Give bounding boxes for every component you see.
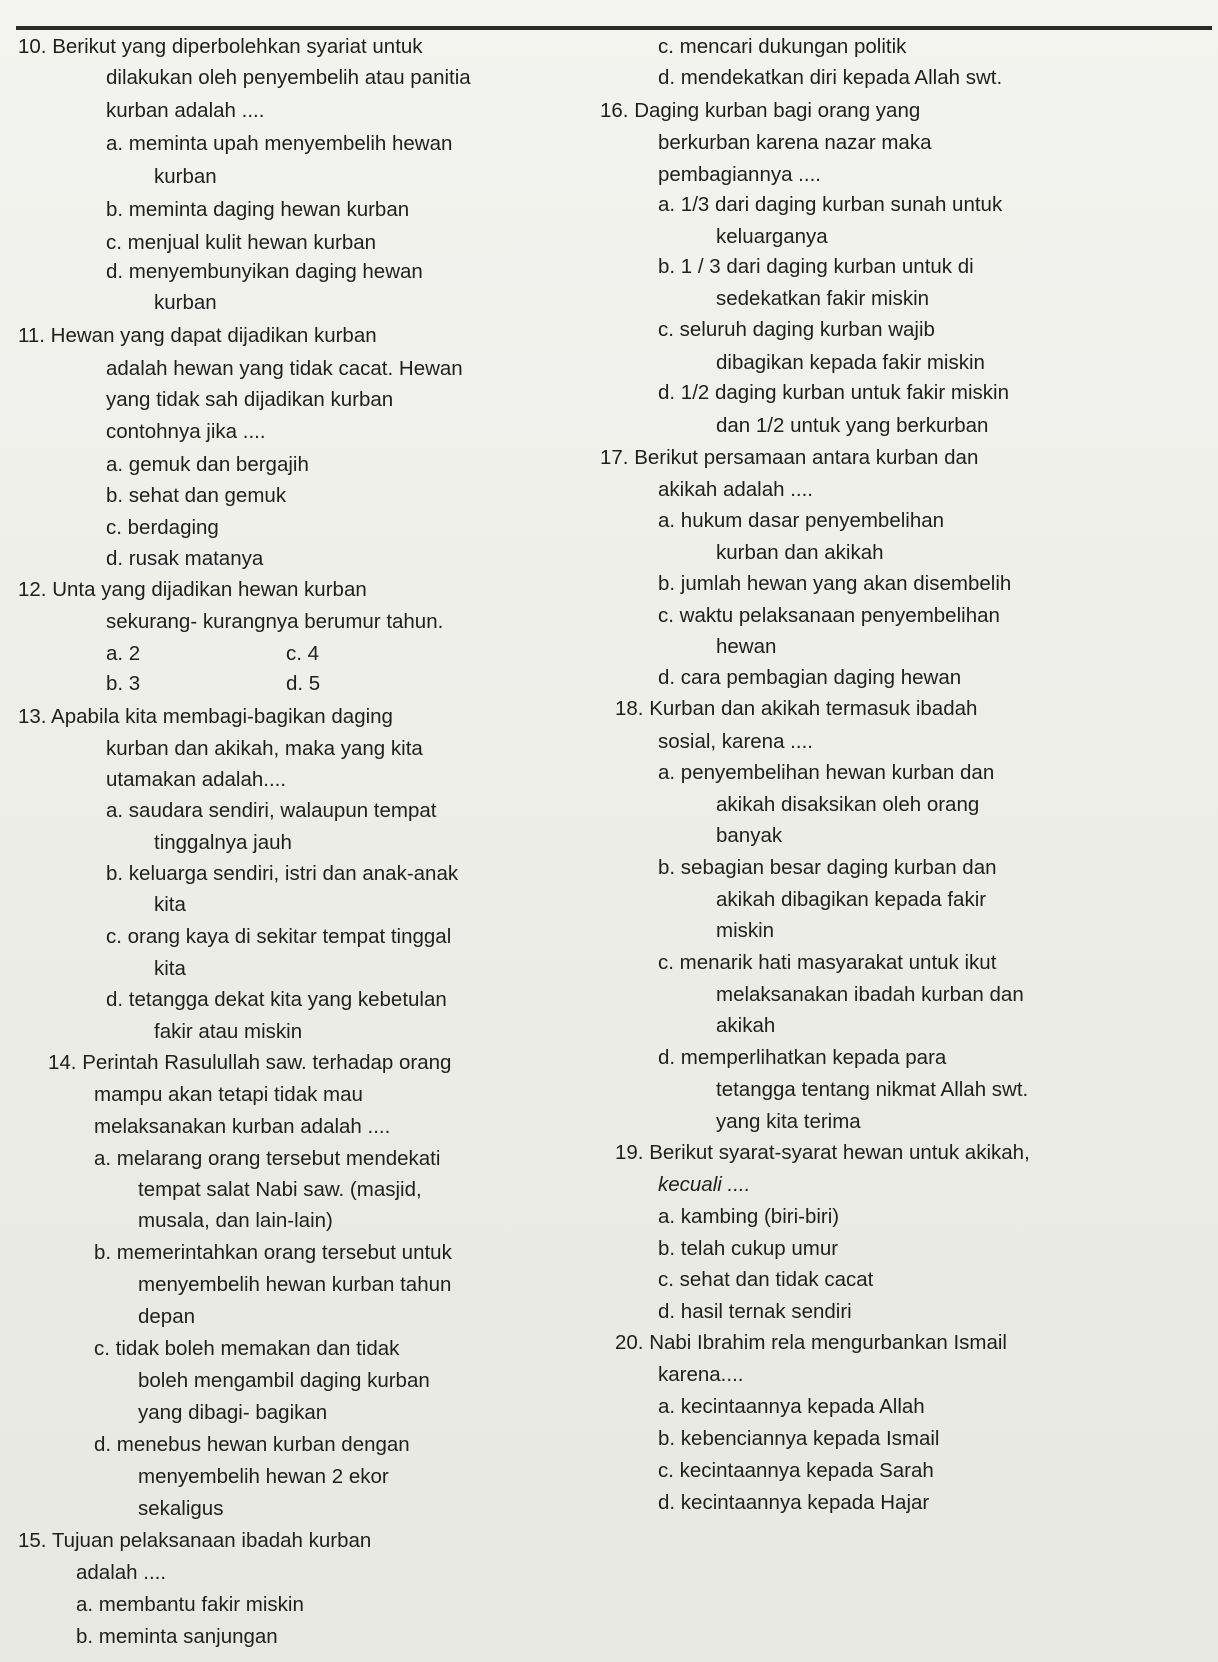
q16-option-b-line-2: sedekatkan fakir miskin (716, 287, 930, 310)
q14-option-c-line-2: boleh mengambil daging kurban (138, 1369, 430, 1392)
q11-option-a[interactable]: a. gemuk dan bergajih (106, 453, 309, 476)
q13-option-a-line-1[interactable]: a. saudara sendiri, walaupun tempat (106, 799, 437, 822)
question-19-line-1: 19. Berikut syarat-syarat hewan untuk akikah, (615, 1141, 1030, 1164)
q14-option-d-line-1[interactable]: d. menebus hewan kurban dengan (94, 1433, 410, 1456)
q12-option-a[interactable]: a. 2 (106, 642, 141, 665)
q13-option-c-line-2: kita (154, 957, 186, 980)
q18-option-c-line-3: akikah (716, 1014, 776, 1037)
question-13-line-1: 13. Apabila kita membagi-bagikan daging (18, 705, 393, 728)
q15-option-b[interactable]: b. meminta sanjungan (76, 1625, 278, 1648)
q18-option-d-line-3: yang kita terima (716, 1110, 861, 1133)
q14-option-a-line-1[interactable]: a. melarang orang tersebut mendekati (94, 1147, 441, 1170)
q18-option-d-line-2: tetangga tentang nikmat Allah swt. (716, 1078, 1029, 1101)
q14-option-a-line-2: tempat salat Nabi saw. (masjid, (138, 1178, 422, 1201)
question-14-line-2: mampu akan tetapi tidak mau (94, 1083, 363, 1106)
q11-option-b[interactable]: b. sehat dan gemuk (106, 484, 287, 507)
question-15-line-1: 15. Tujuan pelaksanaan ibadah kurban (18, 1529, 372, 1552)
question-10-line-3: kurban adalah .... (106, 99, 265, 122)
question-14-line-1: 14. Perintah Rasulullah saw. terhadap orang (48, 1051, 452, 1074)
q17-option-a-line-1[interactable]: a. hukum dasar penyembelihan (658, 509, 945, 532)
q12-option-c[interactable]: c. 4 (286, 642, 320, 665)
q11-option-d[interactable]: d. rusak matanya (106, 547, 264, 570)
q17-option-c-line-2: hewan (716, 635, 777, 658)
question-11-line-1: 11. Hewan yang dapat dijadikan kurban (18, 324, 377, 347)
q20-option-d[interactable]: d. kecintaannya kepada Hajar (658, 1491, 930, 1514)
q19-option-b[interactable]: b. telah cukup umur (658, 1237, 839, 1260)
q14-option-b-line-3: depan (138, 1305, 196, 1328)
q14-option-d-line-2: menyembelih hewan 2 ekor (138, 1465, 389, 1488)
question-11-line-4: contohnya jika .... (106, 420, 266, 443)
question-19-line-2: kecuali .... (658, 1173, 751, 1196)
question-11-line-2: adalah hewan yang tidak cacat. Hewan (106, 357, 463, 380)
question-14-line-3: melaksanakan kurban adalah .... (94, 1115, 391, 1138)
question-17-line-2: akikah adalah .... (658, 478, 813, 501)
q19-option-c[interactable]: c. sehat dan tidak cacat (658, 1268, 874, 1291)
question-13-line-3: utamakan adalah.... (106, 768, 287, 791)
q19-option-d[interactable]: d. hasil ternak sendiri (658, 1300, 852, 1323)
q14-option-c-line-3: yang dibagi- bagikan (138, 1401, 328, 1424)
question-16-line-1: 16. Daging kurban bagi orang yang (600, 99, 921, 122)
question-18-line-2: sosial, karena .... (658, 730, 813, 753)
question-20-line-1: 20. Nabi Ibrahim rela mengurbankan Ismail (615, 1331, 1007, 1354)
q18-option-b-line-3: miskin (716, 919, 775, 942)
question-16-line-3: pembagiannya .... (658, 163, 821, 186)
q13-option-c-line-1[interactable]: c. orang kaya di sekitar tempat tinggal (106, 925, 452, 948)
q18-option-b-line-1[interactable]: b. sebagian besar daging kurban dan (658, 856, 997, 879)
q13-option-d-line-2: fakir atau miskin (154, 1020, 303, 1043)
q13-option-b-line-1[interactable]: b. keluarga sendiri, istri dan anak-anak (106, 862, 459, 885)
question-11-line-3: yang tidak sah dijadikan kurban (106, 388, 394, 411)
q13-option-b-line-2: kita (154, 893, 186, 916)
question-18-line-1: 18. Kurban dan akikah termasuk ibadah (615, 697, 978, 720)
q18-option-c-line-2: melaksanakan ibadah kurban dan (716, 983, 1024, 1006)
q20-option-a[interactable]: a. kecintaannya kepada Allah (658, 1395, 925, 1418)
q14-option-b-line-2: menyembelih hewan kurban tahun (138, 1273, 452, 1296)
q16-option-b-line-1[interactable]: b. 1 / 3 dari daging kurban untuk di (658, 255, 974, 278)
q10-option-c[interactable]: c. menjual kulit hewan kurban (106, 231, 377, 254)
question-10-line-1: 10. Berikut yang diperbolehkan syariat untuk (18, 35, 423, 58)
question-13-line-2: kurban dan akikah, maka yang kita (106, 737, 423, 760)
q18-option-a-line-2: akikah disaksikan oleh orang (716, 793, 980, 816)
question-17-line-1: 17. Berikut persamaan antara kurban dan (600, 446, 979, 469)
q16-option-c-line-2: dibagikan kepada fakir miskin (716, 351, 985, 374)
q16-option-a-line-1[interactable]: a. 1/3 dari daging kurban sunah untuk (658, 193, 1003, 216)
q16-option-d-line-1[interactable]: d. 1/2 daging kurban untuk fakir miskin (658, 381, 1009, 404)
q16-option-a-line-2: keluarganya (716, 225, 828, 248)
q18-option-a-line-1[interactable]: a. penyembelihan hewan kurban dan (658, 761, 995, 784)
q12-option-b[interactable]: b. 3 (106, 672, 141, 695)
top-border-line (16, 26, 1212, 30)
q10-option-d-line-2: kurban (154, 291, 217, 314)
q13-option-a-line-2: tinggalnya jauh (154, 831, 292, 854)
q18-option-d-line-1[interactable]: d. memperlihatkan kepada para (658, 1046, 947, 1069)
q14-option-b-line-1[interactable]: b. memerintahkan orang tersebut untuk (94, 1241, 452, 1264)
q20-option-c[interactable]: c. kecintaannya kepada Sarah (658, 1459, 934, 1482)
q14-option-d-line-3: sekaligus (138, 1497, 224, 1520)
q16-option-c-line-1[interactable]: c. seluruh daging kurban wajib (658, 318, 935, 341)
q15-option-a[interactable]: a. membantu fakir miskin (76, 1593, 304, 1616)
q18-option-b-line-2: akikah dibagikan kepada fakir (716, 888, 987, 911)
q15-option-c[interactable]: c. mencari dukungan politik (658, 35, 907, 58)
q10-option-d-line-1[interactable]: d. menyembunyikan daging hewan (106, 260, 423, 283)
q15-option-d[interactable]: d. mendekatkan diri kepada Allah swt. (658, 66, 1003, 89)
question-12-line-2: sekurang- kurangnya berumur tahun. (106, 610, 444, 633)
q10-option-a-line-2: kurban (154, 165, 217, 188)
q16-option-d-line-2: dan 1/2 untuk yang berkurban (716, 414, 989, 437)
q12-option-d[interactable]: d. 5 (286, 672, 321, 695)
q19-option-a[interactable]: a. kambing (biri-biri) (658, 1205, 840, 1228)
question-10-line-2: dilakukan oleh penyembelih atau panitia (106, 66, 471, 89)
question-12-line-1: 12. Unta yang dijadikan hewan kurban (18, 578, 367, 601)
q10-option-a-line-1[interactable]: a. meminta upah menyembelih hewan (106, 132, 453, 155)
q17-option-b[interactable]: b. jumlah hewan yang akan disembelih (658, 572, 1012, 595)
q13-option-d-line-1[interactable]: d. tetangga dekat kita yang kebetulan (106, 988, 447, 1011)
q14-option-a-line-3: musala, dan lain-lain) (138, 1209, 333, 1232)
q18-option-c-line-1[interactable]: c. menarik hati masyarakat untuk ikut (658, 951, 997, 974)
q20-option-b[interactable]: b. kebenciannya kepada Ismail (658, 1427, 940, 1450)
question-15-line-2: adalah .... (76, 1561, 167, 1584)
q17-option-d[interactable]: d. cara pembagian daging hewan (658, 666, 962, 689)
q17-option-c-line-1[interactable]: c. waktu pelaksanaan penyembelihan (658, 604, 1000, 627)
q17-option-a-line-2: kurban dan akikah (716, 541, 884, 564)
question-16-line-2: berkurban karena nazar maka (658, 131, 932, 154)
question-20-line-2: karena.... (658, 1363, 744, 1386)
q18-option-a-line-3: banyak (716, 824, 783, 847)
q10-option-b[interactable]: b. meminta daging hewan kurban (106, 198, 410, 221)
q14-option-c-line-1[interactable]: c. tidak boleh memakan dan tidak (94, 1337, 400, 1360)
q11-option-c[interactable]: c. berdaging (106, 516, 219, 539)
